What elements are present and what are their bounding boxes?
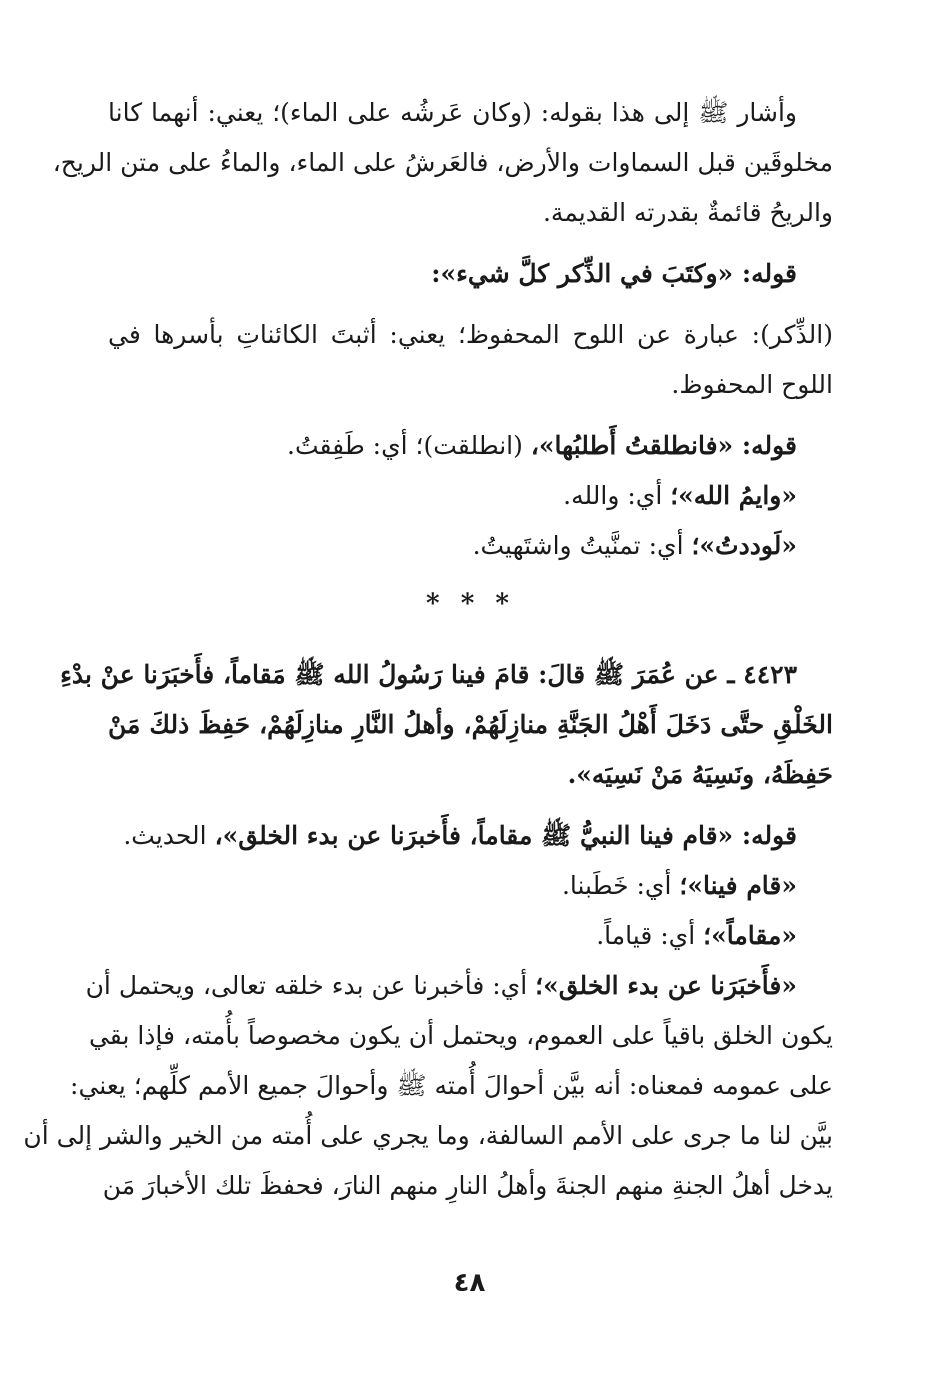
quoted-phrase: «فأَخبَرَنا عن بدء الخلق»؛	[535, 971, 797, 1000]
quoted-phrase: «مقاماً»؛	[703, 921, 797, 950]
paragraph-wayman-allah	[108, 471, 833, 521]
paragraph-qama-fina-heading	[108, 811, 833, 861]
text-line	[108, 861, 833, 911]
paragraph-throne-on-water	[52, 88, 833, 238]
gloss-text: أي: والله.	[563, 481, 671, 510]
paragraph-intalaqtu	[108, 421, 833, 471]
paragraph-akhbarana	[23, 961, 833, 1211]
text-line: ٤٤٢٣ ـ عن عُمَرَ ﷺ قالَ: قامَ فينا رَسُولُ الله ﷺ مَقاماً، فأَخبَرَنا عنْ بدْءِ	[60, 660, 797, 689]
text-line: والريحُ قائمةٌ بقدرته القديمة.	[542, 198, 833, 227]
text-line: (الذِّكر): عبارة عن اللوح المحفوظ؛ يعني: أثبتَ الكائناتِ بأسرها في	[108, 320, 833, 349]
quoted-phrase: قوله: «فانطلقتُ أَطلبُها»،	[530, 431, 797, 460]
quoted-phrase: «وايمُ الله»؛	[670, 481, 797, 510]
gloss-text: أي: تمنَّيتُ واشتَهيتُ.	[472, 531, 692, 560]
paragraph-preserved-tablet	[108, 310, 833, 410]
gloss-text: الحديث.	[123, 821, 215, 850]
hadith-4423	[60, 650, 833, 800]
page-number: ٤٨	[453, 1268, 486, 1298]
text-line	[108, 811, 833, 861]
paragraph-wadidtu	[108, 521, 833, 571]
gloss-text: أي: فأخبرنا عن بدء خلقه تعالى، ويحتمل أن	[85, 971, 536, 1000]
gloss-text: أي: خَطَبنا.	[561, 871, 680, 900]
gloss-text: أي: قياماً.	[596, 921, 704, 950]
section-separator: * * *	[426, 589, 515, 619]
paragraph-dhikr-heading	[108, 249, 833, 299]
gloss-text: (انطلقت)؛ أي: طَفِقتُ.	[287, 431, 531, 460]
book-page	[23, 88, 833, 1211]
text-line: يكون الخلق باقياً على العموم، ويحتمل أن يكون مخصوصاً بأُمته، فإذا بقي	[88, 1021, 833, 1050]
text-line: بيَّن لنا ما جرى على الأمم السالفة، وما يجري على أُمته من الخير والشر إلى أن	[23, 1121, 833, 1150]
text-line	[108, 471, 833, 521]
paragraph-qama-fina	[108, 861, 833, 911]
text-line	[108, 521, 833, 571]
text-line: وأشار ﷺ إلى هذا بقوله: (وكان عَرشُه على الماء)؛ يعني: أنهما كانا	[108, 98, 797, 127]
text-line	[108, 421, 833, 471]
text-line: مخلوقَين قبل السماوات والأرض، فالعَرشُ على الماء، والماءُ على متن الريح،	[52, 148, 833, 177]
quoted-phrase: «قام فينا»؛	[679, 871, 797, 900]
text-line: حَفِظَهُ، ونَسِيَهُ مَنْ نَسِيَه».	[567, 760, 833, 789]
paragraph-maqaman	[108, 911, 833, 961]
quoted-phrase: قوله: «قام فينا النبيُّ ﷺ مقاماً، فأَخبرَنا عن بدء الخلق»،	[214, 821, 797, 850]
text-line: يدخل أهلُ الجنةِ منهم الجنةَ وأهلُ النارِ منهم النارَ، فحفظَ تلك الأخبارَ مَن	[102, 1171, 833, 1200]
text-line	[85, 961, 833, 1011]
text-line: الخَلْقِ حتَّى دَخَلَ أَهْلُ الجَنَّةِ منازِلَهُمْ، وأهلُ النَّارِ منازِلَهُمْ، حَفِظَ ذلكَ مَنْ	[108, 710, 833, 739]
quoted-phrase: «لَوددتُ»؛	[691, 531, 797, 560]
text-line: اللوح المحفوظ.	[671, 370, 833, 399]
text-line: على عمومه فمعناه: أنه بيَّن أحوالَ أُمته ﷺ وأحوالَ جميع الأمم كلِّهم؛ يعني:	[70, 1071, 833, 1100]
text-line: قوله: «وكتَبَ في الذِّكر كلَّ شيء»:	[431, 259, 797, 288]
text-line	[108, 911, 833, 961]
